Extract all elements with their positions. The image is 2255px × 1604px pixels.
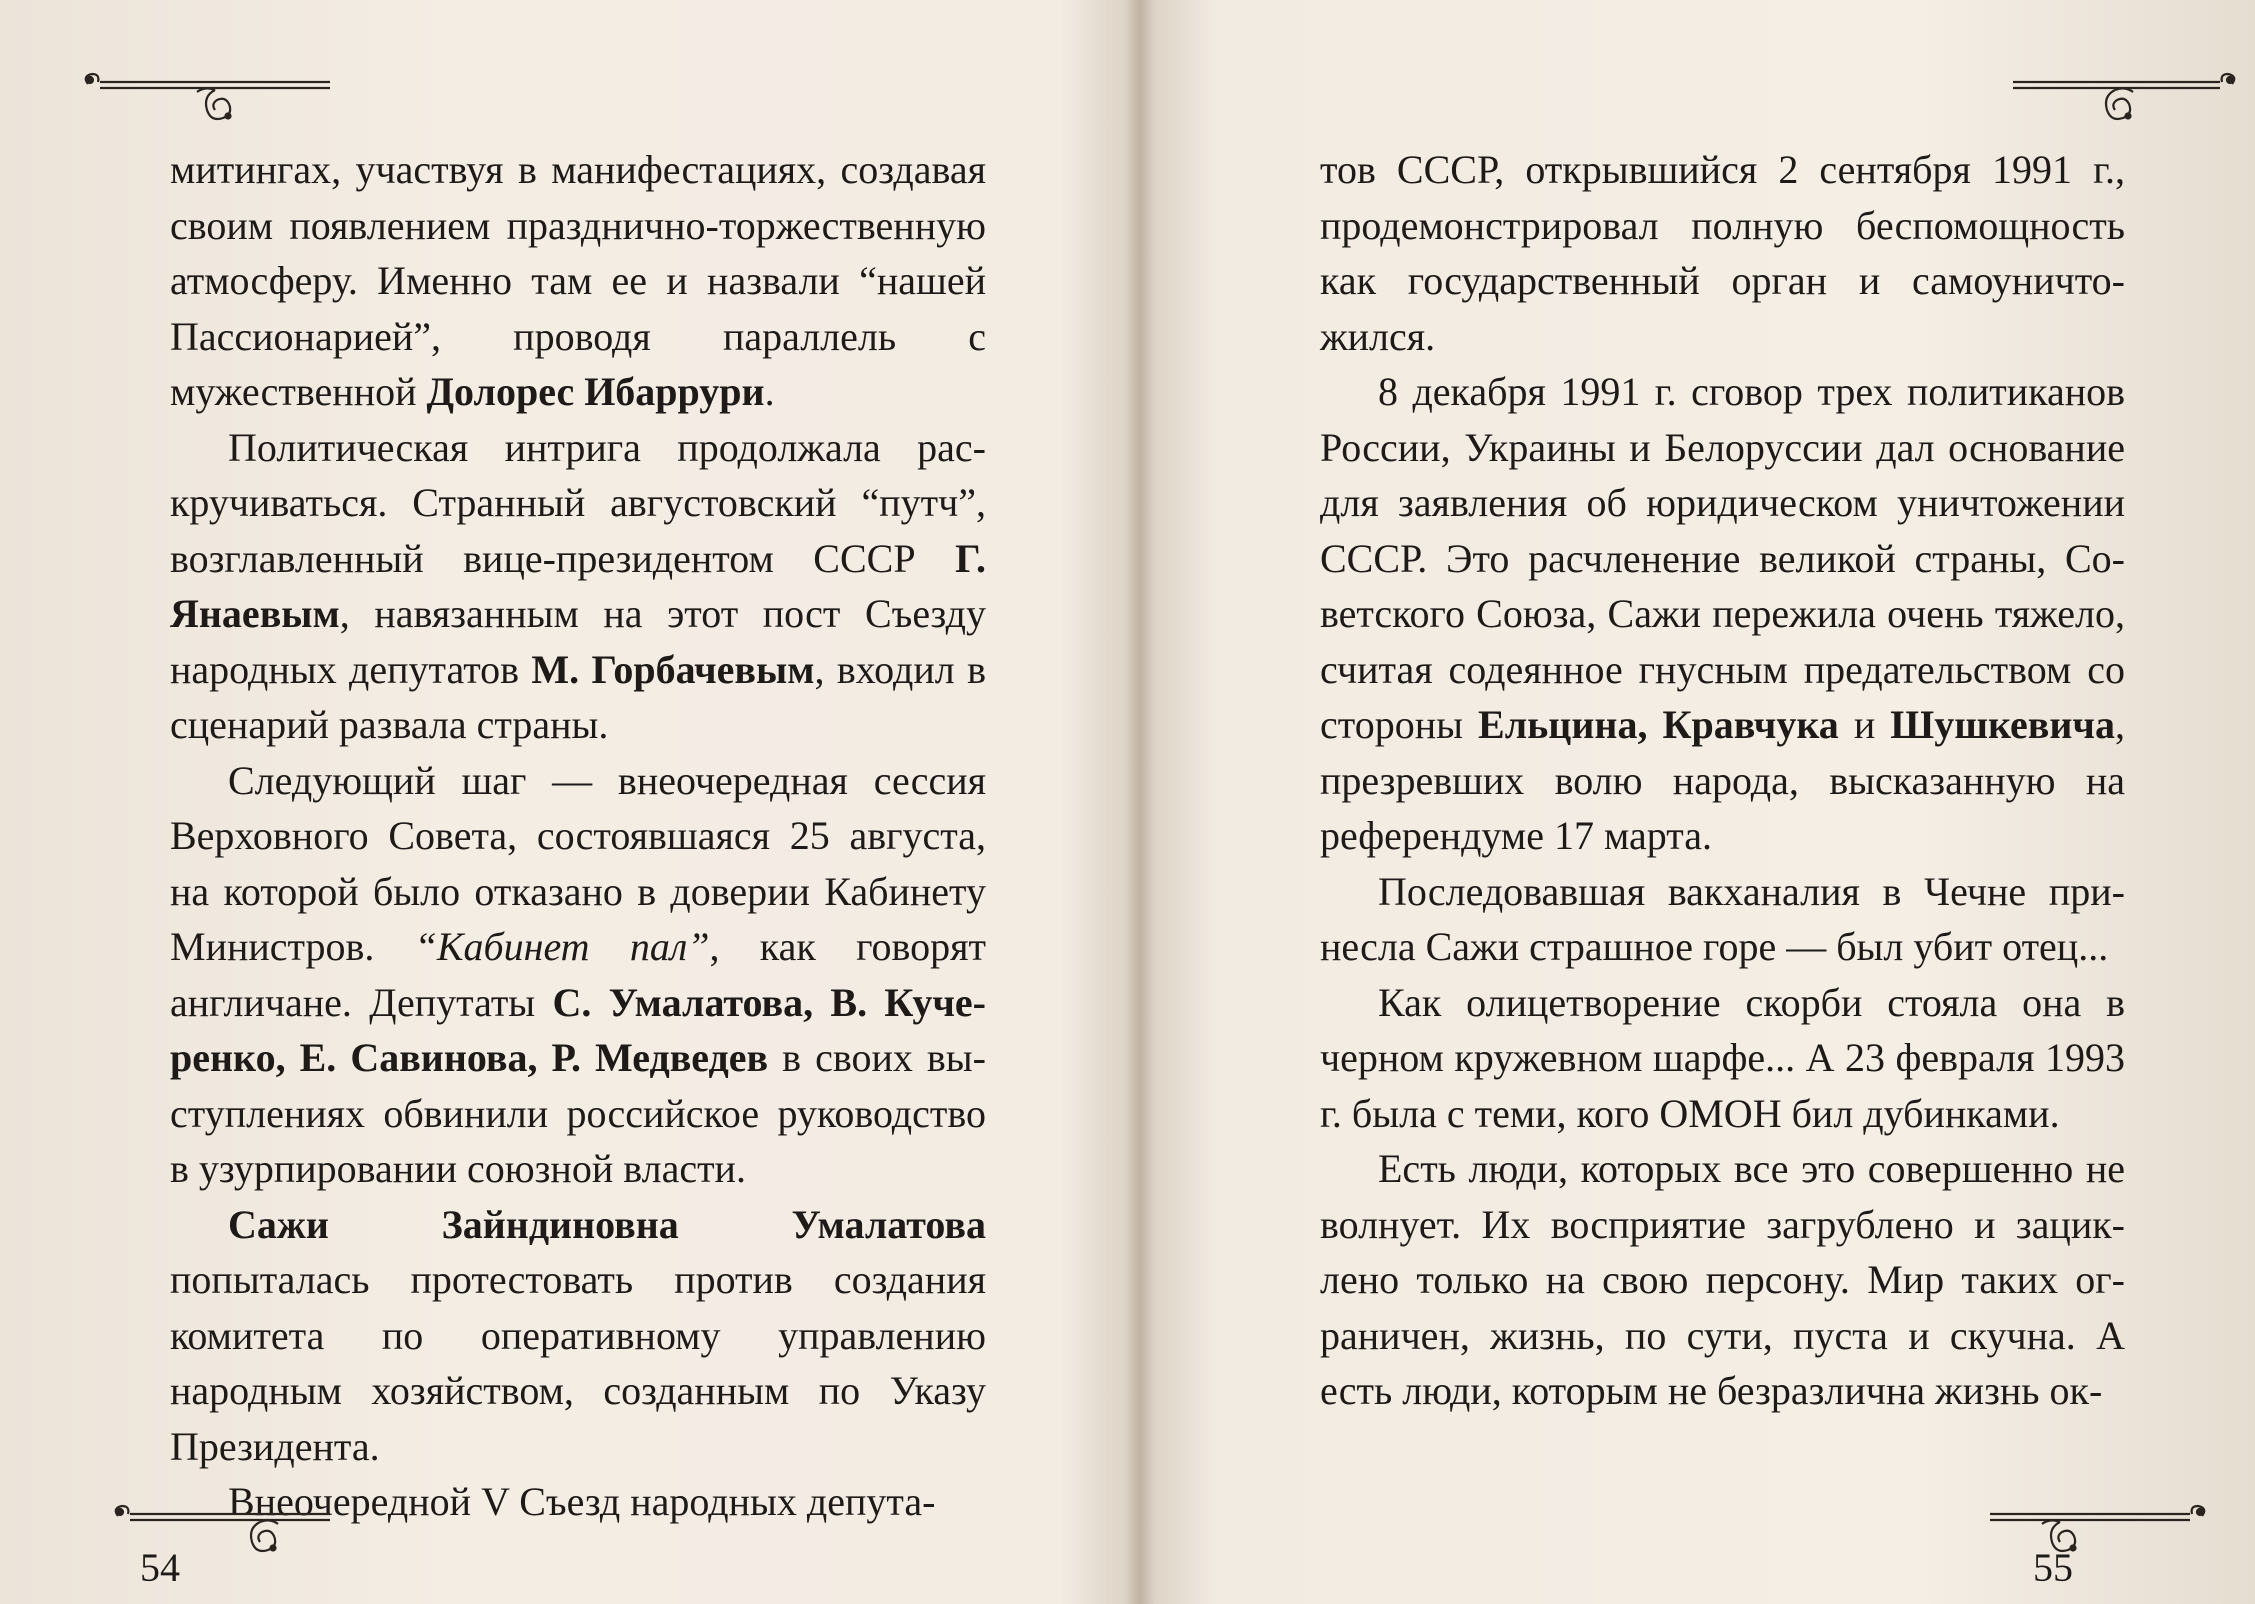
text-run: Как олицетворение скорби стояла она в черном кружевном шарфе... А 23 февраля 1993 г. была с теми, кого ОМОН бил дубинками. xyxy=(1320,979,2125,1136)
bold-name: Шушкевича xyxy=(1890,702,2115,747)
right-page xyxy=(1150,0,2255,1604)
text-run: . xyxy=(764,369,775,414)
paragraph xyxy=(1320,1141,2125,1419)
text-run: и xyxy=(1838,702,1891,747)
bold-name: Г. Янаевым xyxy=(170,535,986,636)
paragraph xyxy=(1320,364,2125,864)
text-run: в своих выступлениях обвинили российское руководство в узурпировании союзной власти. xyxy=(170,1035,986,1191)
paragraph xyxy=(170,420,986,753)
paragraph xyxy=(1320,864,2125,975)
bottom-ornament-icon xyxy=(1980,1498,2210,1568)
page-number: 55 xyxy=(2033,1545,2073,1590)
text-run: , навязанным на этот пост Съезду народных депутатов xyxy=(170,591,986,692)
italic-quote: “Кабинет пал” xyxy=(414,924,710,969)
text-run: митингах, участвуя в манифестациях, создавая своим появлением празднично-торжественную атмосферу. Именно там ее и назвали “нашей Пассионарией”, проводя параллель с мужественной xyxy=(170,147,986,414)
right-page-text xyxy=(1320,142,2125,1419)
paragraph xyxy=(170,1197,986,1475)
bold-name: Долорес Ибаррури xyxy=(426,369,765,414)
paragraph xyxy=(1320,142,2125,364)
bold-name: Ельцина, Кравчука xyxy=(1478,702,1839,747)
text-run: попыталась протестовать против создания комитета по оперативному управлению народным хозяйством, созданным по Указу Президента. xyxy=(170,1257,986,1469)
left-page-text xyxy=(170,142,986,1530)
text-run: Политическая интрига продолжала раскручиваться. Странный августовский “путч”, возглавленный вице-президентом СССР xyxy=(170,424,986,581)
paragraph xyxy=(170,753,986,1197)
text-run: 8 декабря 1991 г. сговор трех политиканов России, Украины и Белоруссии дал основание для заявления об юридическом уничтожении СССР. Это расчленение великой страны, Советского Союза, Сажи пережила очень тяжело, считая содеянное гнусным предательством со стороны xyxy=(1320,369,2125,747)
text-run: Следующий шаг — внеочередная сессия Верховного Совета, состоявшаяся 25 августа, на которой было отказано в доверии Кабинету Министров. xyxy=(170,757,986,969)
text-run: , как говорят англичане. Депутаты xyxy=(170,924,986,1025)
text-run: Последовавшая вакханалия в Чечне принесла Сажи страшное горе — был убит отец... xyxy=(1320,868,2125,969)
text-run: тов СССР, открывшийся 2 сентября 1991 г., продемонстрировал полную беспомощность как государственный орган и самоуничтожился. xyxy=(1320,147,2125,359)
paragraph xyxy=(170,142,986,420)
bold-name: С. Умалатова, В. Кучеренко, Е. Савинова, Р. Медведев xyxy=(170,979,986,1080)
text-run: Есть люди, которых все это совершенно не волнует. Их восприятие загрублено и зациклено только на свою персону. Мир таких ограничен, жизнь, по сути, пуста и скучна. А есть люди, которым не безразлична жизнь ок- xyxy=(1320,1146,2125,1413)
top-ornament-icon xyxy=(2005,62,2240,132)
text-run: , презревших волю народа, высказанную на референдуме 17 марта. xyxy=(1320,702,2125,858)
bold-name: М. Горбачевым xyxy=(531,646,815,692)
page-number: 54 xyxy=(140,1545,180,1590)
paragraph xyxy=(1320,975,2125,1142)
top-ornament-icon xyxy=(80,62,340,132)
bold-name: Сажи Зайндиновна Умалатова xyxy=(228,1201,986,1247)
text-run: , входил в сценарий развала страны. xyxy=(170,646,986,747)
text-run: Внеочередной V Съезд народных депута- xyxy=(228,1479,936,1524)
